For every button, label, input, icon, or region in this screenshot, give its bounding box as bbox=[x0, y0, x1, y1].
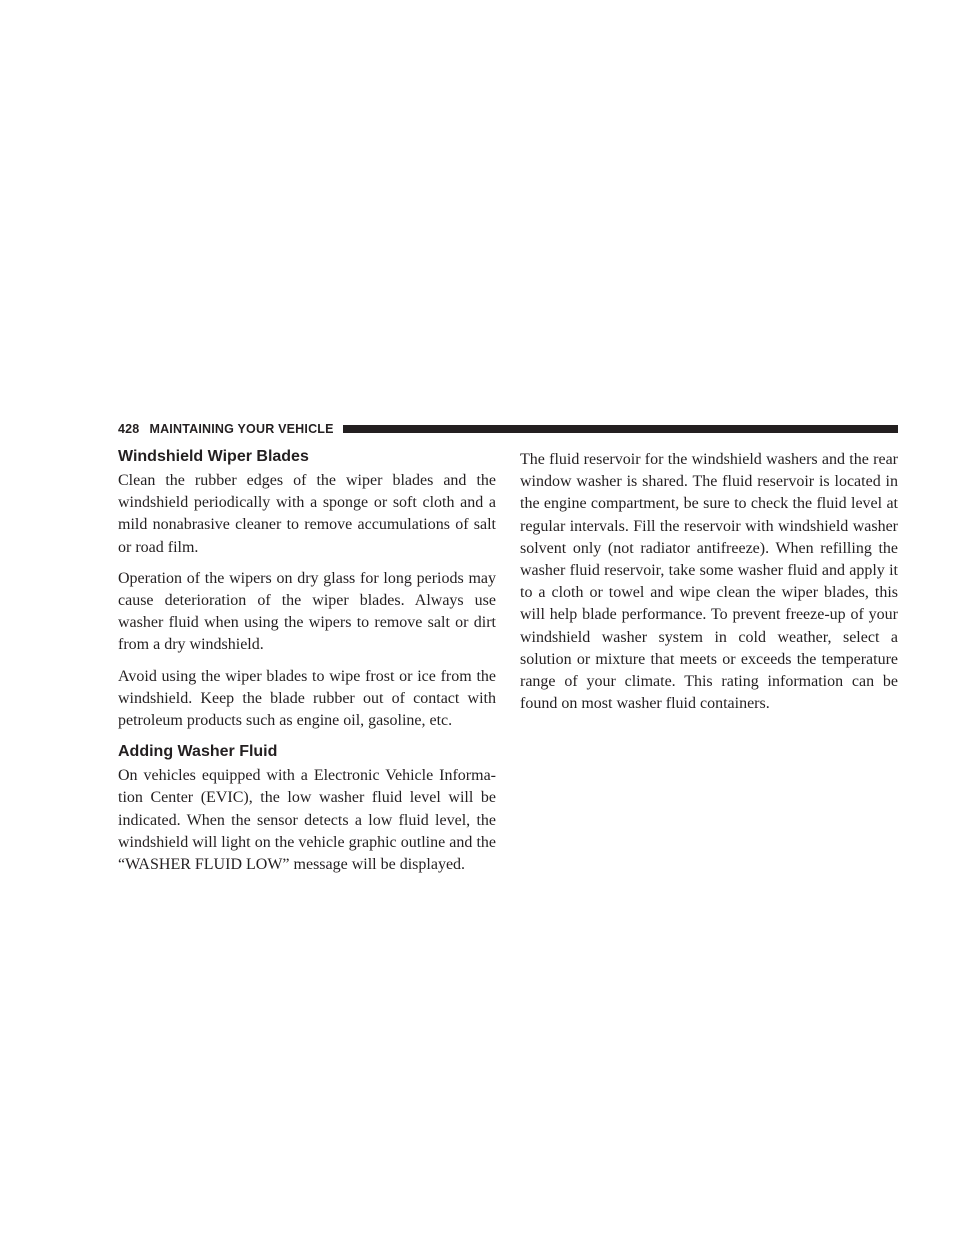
page-number: 428 bbox=[118, 422, 140, 436]
paragraph-clean-rubber-edges: Clean the rubber edges of the wiper blades and the windshield periodically with a sponge or soft cloth and a mild nonabrasive cleaner to remove accumulations of salt or road film. bbox=[118, 472, 496, 556]
page-header bbox=[118, 422, 898, 436]
left-column bbox=[118, 447, 496, 885]
paragraph-fluid-reservoir: The fluid reservoir for the windshield washers and the rear window washer is shared. The fluid reservoir is located in the engine compartment, be sure to check the fluid level at regular intervals. Fill the reservoir with windshield washer solvent only (not radiator antifreeze). When refilling the washer fluid reservoir, take some washer fluid and apply it to a cloth or towel and wipe clean the wiper blades, this will help blade performance. To prevent freeze-up of your windshield washer system in cold weather, select a solution or mixture that meets or exceeds the temperature range of your climate. This rating information can be found on most washer fluid containers. bbox=[520, 451, 898, 713]
header-rule bbox=[343, 425, 898, 433]
right-column bbox=[520, 449, 898, 724]
paragraph-avoid-frost: Avoid using the wiper blades to wipe frost or ice from the windshield. Keep the blade rubber out of contact with petroleum products such as engine oil, gasoline, etc. bbox=[118, 667, 496, 730]
paragraph-dry-glass-operation: Operation of the wipers on dry glass for long periods may cause deterioration of the wiper blades. Always use washer fluid when using the wipers to remove salt or dirt from a dry windshield. bbox=[118, 569, 496, 654]
section-title: MAINTAINING YOUR VEHICLE bbox=[149, 422, 334, 436]
paragraph-evic-low-fluid: On vehicles equipped with a Electronic Vehicle Informa-tion Center (EVIC), the low washer fluid level will be indicated. When the sensor detects a low fluid level, the windshield will light on the vehicle graphic outline and the “WASHER FLUID LOW” message will be displayed. bbox=[118, 767, 496, 874]
heading-windshield-wiper-blades: Windshield Wiper Blades bbox=[118, 448, 309, 465]
heading-adding-washer-fluid: Adding Washer Fluid bbox=[118, 743, 278, 761]
